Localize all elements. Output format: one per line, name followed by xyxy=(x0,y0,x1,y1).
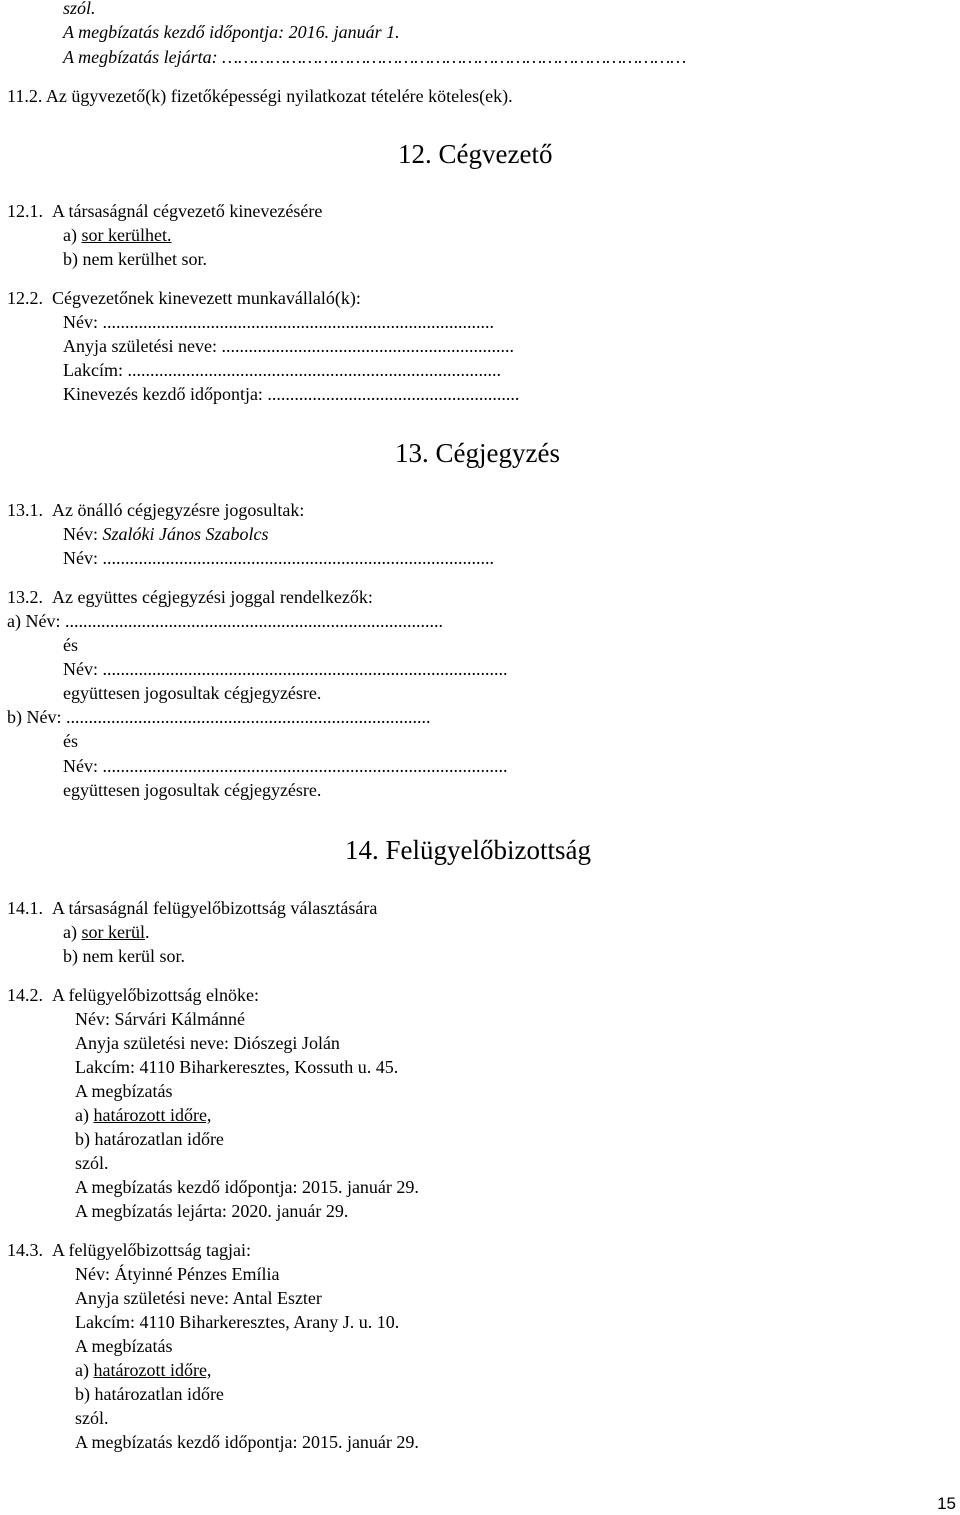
option-a-prefix: a) xyxy=(75,1105,94,1125)
mandate-expiry: A megbízatás lejárta: …………………………………………………………………………… xyxy=(63,47,687,67)
clause-12-1-text: A társaságnál cégvezető kinevezésére xyxy=(52,201,323,221)
joint-b-statement: együttesen jogosultak cégjegyzésre. xyxy=(63,780,322,800)
clause-14-2-number: 14.2. xyxy=(7,985,43,1005)
chair-mother-name: Anyja születési neve: Diószegi Jolán xyxy=(75,1033,340,1053)
mandate-valid-text: szól. xyxy=(63,0,96,18)
clause-13-1-number: 13.1. xyxy=(7,500,43,520)
signatory-name xyxy=(63,522,269,546)
manager-name-field: Név: ....................................................................................... xyxy=(63,312,494,332)
joint-a-statement: együttesen jogosultak cégjegyzésre. xyxy=(63,683,322,703)
option-a-prefix: a) xyxy=(63,225,82,245)
member-name: Név: Átyinné Pénzes Emília xyxy=(75,1264,280,1284)
clause-12-2-text: Cégvezetőnek kinevezett munkavállaló(k): xyxy=(52,288,361,308)
name-label: Név: xyxy=(63,524,103,544)
clause-14-1-option-b: b) nem kerül sor. xyxy=(63,946,185,966)
section-12-heading: 12. Cégvezető xyxy=(398,139,553,169)
clause-12-1-option-a xyxy=(63,223,171,247)
manager-mother-name-field: Anyja születési neve: ................................................................. xyxy=(63,336,514,356)
joint-b-name-2: Név: .......................................................................................... xyxy=(63,756,508,776)
option-a-prefix: a) xyxy=(75,1360,94,1380)
chair-mandate-option-a xyxy=(75,1103,211,1127)
clause-14-1-number: 14.1. xyxy=(7,898,43,918)
joint-b-name: b) Név: ................................................................................. xyxy=(7,707,431,727)
clause-13-2-number: 13.2. xyxy=(7,587,43,607)
chair-mandate-valid: szól. xyxy=(75,1153,109,1173)
clause-14-3-text: A felügyelőbizottság tagjai: xyxy=(52,1240,251,1260)
member-mandate-option-b: b) határozatlan időre xyxy=(75,1384,224,1404)
option-a-underlined: sor kerülhet. xyxy=(81,225,172,245)
clause-12-1-number: 12.1. xyxy=(7,201,43,221)
clause-14-2-text: A felügyelőbizottság elnöke: xyxy=(52,985,259,1005)
joint-a-name: a) Név: .................................................................................... xyxy=(7,611,443,631)
section-13-heading: 13. Cégjegyzés xyxy=(395,438,560,468)
member-mandate-start: A megbízatás kezdő időpontja: 2015. január 29. xyxy=(75,1432,419,1452)
chair-mandate-option-b: b) határozatlan időre xyxy=(75,1129,224,1149)
manager-address-field: Lakcím: ................................................................................... xyxy=(63,360,501,380)
chair-mandate-label: A megbízatás xyxy=(75,1081,173,1101)
joint-a-name-2: Név: .......................................................................................... xyxy=(63,659,508,679)
chair-mandate-expiry: A megbízatás lejárta: 2020. január 29. xyxy=(75,1201,349,1221)
clause-13-1-text: Az önálló cégjegyzésre jogosultak: xyxy=(52,500,305,520)
clause-13-2-text: Az együttes cégjegyzési joggal rendelkezők: xyxy=(52,587,373,607)
member-mandate-valid: szól. xyxy=(75,1408,109,1428)
signatory-name-blank: Név: ....................................................................................... xyxy=(63,548,494,568)
name-value: Szalóki János Szabolcs xyxy=(102,524,269,544)
clause-11-2: 11.2. Az ügyvezető(k) fizetőképességi nyilatkozat tételére köteles(ek). xyxy=(7,86,513,106)
member-mandate-label: A megbízatás xyxy=(75,1336,173,1356)
option-a-prefix: a) xyxy=(63,922,82,942)
option-a-underlined: határozott időre, xyxy=(93,1105,212,1125)
page-number: 15 xyxy=(937,1494,956,1513)
member-mandate-option-a xyxy=(75,1358,211,1382)
option-a-suffix: . xyxy=(144,922,150,942)
clause-14-3-number: 14.3. xyxy=(7,1240,43,1260)
clause-14-1-option-a xyxy=(63,920,149,944)
mandate-start-date: A megbízatás kezdő időpontja: 2016. január 1. xyxy=(63,22,400,42)
chair-name: Név: Sárvári Kálmánné xyxy=(75,1009,245,1029)
clause-12-2-number: 12.2. xyxy=(7,288,43,308)
option-a-underlined: sor kerül xyxy=(81,922,145,942)
clause-12-1-option-b: b) nem kerülhet sor. xyxy=(63,249,207,269)
manager-appointment-date-field: Kinevezés kezdő időpontja: ........................................................ xyxy=(63,384,520,404)
clause-14-1-text: A társaságnál felügyelőbizottság választására xyxy=(52,898,378,918)
joint-b-and: és xyxy=(63,731,78,751)
member-mother-name: Anyja születési neve: Antal Eszter xyxy=(75,1288,322,1308)
chair-address: Lakcím: 4110 Biharkeresztes, Kossuth u. 45. xyxy=(75,1057,399,1077)
option-a-underlined: határozott időre, xyxy=(93,1360,212,1380)
chair-mandate-start: A megbízatás kezdő időpontja: 2015. január 29. xyxy=(75,1177,419,1197)
section-14-heading: 14. Felügyelőbizottság xyxy=(345,835,591,865)
member-address: Lakcím: 4110 Biharkeresztes, Arany J. u. 10. xyxy=(75,1312,400,1332)
joint-a-and: és xyxy=(63,635,78,655)
